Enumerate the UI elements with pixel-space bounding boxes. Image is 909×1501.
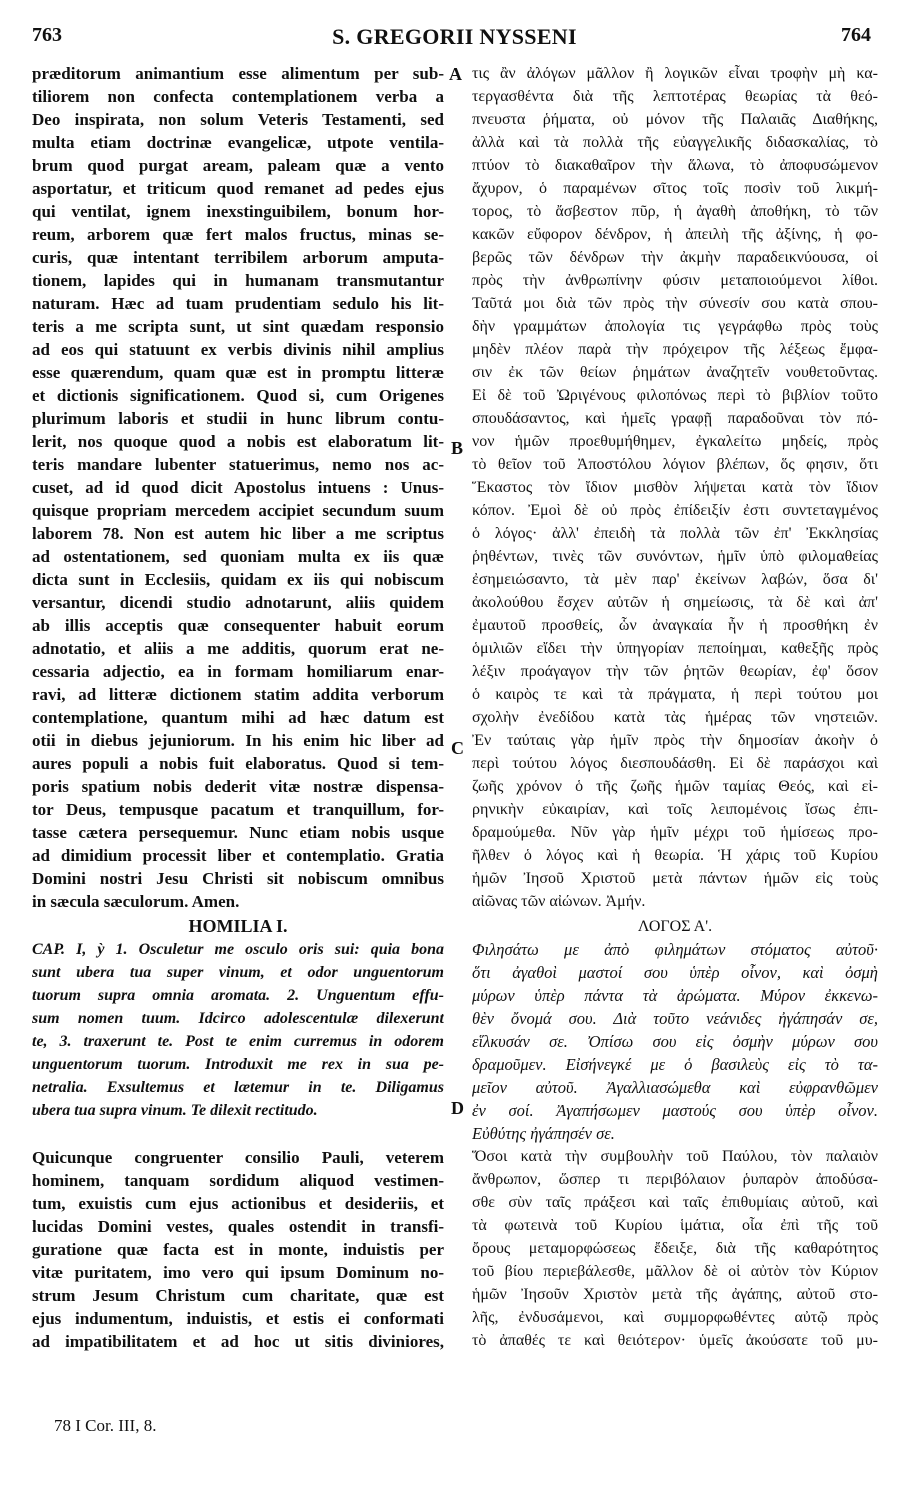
greek-text-line: ἄνθρωπον, ὥσπερ τι περιβόλαιον ῥυπαρὸν ἀποδύσα- [472, 1171, 878, 1188]
latin-text-line: ad ostentationem, sed quoniam multa ex iis quæ [32, 547, 444, 566]
latin-text-line: Domini nostri Jesu Christi sit nobiscum omnibus [32, 869, 444, 888]
running-title: S. GREGORII NYSSENI [332, 24, 577, 49]
page-number-left: 763 [32, 24, 62, 46]
greek-text-line: πρὸς τὴν ἀνθρωπίνην φύσιν μεταποιούμενοι λίθοι. [472, 272, 878, 289]
latin-text-line: teris mandare lubenter statuerimus, nemo nos ac- [32, 455, 444, 474]
latin-text-line: otii in diebus jejuniorum. In his enim hic liber ad [32, 731, 444, 750]
greek-text-line: ἀλλὰ καὶ τὰ πολλὰ τῆς εὐαγγελικῆς διδασκαλίας, τὸ [472, 134, 878, 151]
latin-text-line: tor Deus, tempusque pacatum et tranquillum, for- [32, 800, 444, 819]
latin-verse-line: netralia. Exsultemus et lætemur in te. Diligamus [32, 1079, 444, 1096]
latin-text-line: Quicunque congruenter consilio Pauli, veterem [32, 1148, 444, 1167]
greek-text-line: ῆλθεν ὁ λόγος καὶ ἡ θεωρία. Ἡ χάρις τοῦ Κυρίου [472, 847, 878, 864]
latin-text-line: hominem, tanquam sordidum aliquod vestimen- [32, 1171, 444, 1190]
latin-text-line: lerit, nos quoque quod a nobis est elaboratum lit- [32, 432, 444, 451]
greek-text-line: αἰῶνας τῶν αἰώνων. Ἀμήν. [472, 893, 646, 910]
greek-text-line: τοῦ βίου περιεβάλεσθε, μᾶλλον δὲ οἱ αὐτὸν τὸν Κύριον [472, 1263, 878, 1280]
latin-text-line: ravi, ad litteræ dictionem statim addita verborum [32, 685, 444, 704]
greek-verse-line: ὅτι ἀγαθοὶ μαστοί σου ὑπὲρ οἶνον, καὶ ὀσμὴ [472, 963, 878, 982]
latin-text-line: ad impatibilitatem et ad hoc ut sitis diviniores, [32, 1332, 444, 1351]
greek-text-line: κόπον. Ἐμοὶ δὲ οὐ πρὸς ἐπίδειξίν ἐστι συντεταγμένος [472, 502, 878, 519]
latin-text-line: tiliorem non confecta contemplationem verba a [32, 87, 444, 106]
latin-homily-title: HOMILIA I. [188, 916, 288, 936]
greek-text-line: μηδὲν πλέον παρὰ τὴν πρόχειρον τῆς λέξεως ἔμφα- [472, 341, 878, 358]
margin-letter-a: A [449, 64, 462, 84]
greek-text-line: βερῶς τῶν δένδρων τὴν ἀκμὴν παραδεικνύουσα, οἱ [472, 249, 878, 266]
latin-intro [32, 62, 444, 913]
greek-text-line: ὁ λόγος· ἀλλ' ἐπειδὴ τὰ πολλὰ τῶν ἐπ' Ἐκκλησίας [472, 525, 878, 542]
greek-text-line: σχολὴν ἐνεδίδου κατὰ τὰς ἡμέρας τῶν νηστειῶν. [472, 709, 878, 726]
greek-text-line: ἐμαυτοῦ προσθείς, ὧν ἀναγκαία ἦν ἡ προσθήκη ἐν [472, 617, 878, 634]
latin-verse-block [32, 938, 444, 1122]
latin-text-line: Deo inspirata, non solum Veteris Testamenti, sed [32, 110, 444, 129]
greek-text-line: τεργασθέντα διὰ τῆς λεπτοτέρας θεωρίας τὰ θεό- [472, 88, 878, 105]
footnote: 78 I Cor. III, 8. [54, 1416, 157, 1435]
greek-body [472, 1145, 878, 1352]
greek-text-line: ὄρους μεταμορφώσεως ἔδειξε, διὰ τῆς καθαρότητος [472, 1240, 878, 1257]
latin-text-line: lucidas Domini vestes, quales ostendit in transfi- [32, 1217, 444, 1236]
greek-text-line: πνευστα ῥήματα, οὐ μόνον τῆς Παλαιᾶς Διαθήκης, [472, 111, 878, 128]
latin-text-line: brum quod purgat aream, paleam quæ a vento [32, 156, 444, 175]
greek-text-line: ὁμιλιῶν εἴδει τὴν ὑπηγορίαν πεποίημαι, καθεξῆς πρὸς [472, 640, 878, 657]
latin-verse-line: CAP. I, ỳ 1. Osculetur me osculo oris sui: quia bona [32, 941, 444, 958]
greek-verse-line: δραμοῦμεν. Εἰσήνεγκέ με ὁ βασιλεὺς εἰς τὸ τα- [472, 1055, 878, 1074]
latin-body [32, 1146, 444, 1353]
latin-verse-line: sum nomen tuum. Idcirco adolescentulæ dilexerunt [32, 1010, 444, 1027]
latin-text-line: ad dimidium processit liber et contemplatio. Gratia [32, 846, 444, 865]
greek-text-line: Εἰ δὲ τοῦ Ὠριγένους φιλοπόνως περὶ τὸ βιβλίον τοῦτο [472, 387, 878, 404]
latin-text-line: ejus indumentum, induistis, et estis ei conformati [32, 1309, 444, 1328]
greek-verse-line: Φιλησάτω με ἀπὸ φιλημάτων στόματος αὐτοῦ· [472, 940, 878, 959]
greek-text-line: σθε σὺν ταῖς πράξεσι καὶ ταῖς ἐπιθυμίαις αὐτοῦ, καὶ [472, 1194, 878, 1211]
greek-text-line: Ὅσοι κατὰ τὴν συμβουλὴν τοῦ Παύλου, τὸν παλαιὸν [472, 1148, 878, 1165]
greek-text-line: δὴν γραμμάτων ἀπολογία τις γεγράφθω πρὸς τοὺς [472, 318, 878, 335]
greek-text-line: δραμούμεθα. Νῦν γὰρ ἡμῖν μέχρι τοῦ ἡμίσεως προ- [472, 824, 878, 841]
latin-text-line: guratione quæ facta est in monte, induistis per [32, 1240, 444, 1259]
greek-text-line: ἡμῶν Ἰησοῦ Χριστοῦ μετὰ πάντων ἡμῶν εἰς τοὺς [472, 870, 878, 887]
latin-text-line: multa etiam doctrinæ evangelicæ, utpote ventila- [32, 133, 444, 152]
latin-column [32, 62, 444, 1353]
latin-text-line: reum, arborem quæ fert malos fructus, minas se- [32, 225, 444, 244]
latin-text-line: quisque propriam mercedem accipiet secundum suum [32, 501, 444, 520]
greek-verse-line: ἐν σοί. Ἀγαπήσωμεν μαστούς σου ὑπὲρ οἶνον. [472, 1101, 878, 1120]
latin-verse-line: sunt ubera tua super vinum, et odor unguentorum [32, 964, 444, 981]
greek-text-line: τορος, τὸ ἄσβεστον πῦρ, ἡ ἀγαθὴ ἀποθήκη, τὸ τῶν [472, 203, 878, 220]
greek-text-line: νον ἡμῶν προεθυμήθημεν, ἐγκαλείτω μηδείς, πρὸς [472, 433, 878, 450]
greek-verse-line: μεῖον αὐτοῦ. Ἀγαλλιασώμεθα καὶ εὐφρανθῶμεν [472, 1078, 878, 1097]
latin-text-line: tum, exuistis cum ejus actionibus et desideriis, et [32, 1194, 444, 1213]
greek-text-line: σιν ἐκ τῶν θείων ῥημάτων ἀναζητεῖν νουθετοῦντας. [472, 364, 878, 381]
greek-text-line: ἡμῶν Ἰησοῦν Χριστὸν μετὰ τῆς ἀγάπης, αὐτοῦ στο- [472, 1286, 878, 1303]
greek-verse-line: μύρων ὑπὲρ πάντα τὰ ἀρώματα. Μύρον ἐκκενω- [472, 986, 878, 1005]
greek-text-line: ἄχυρον, ὁ παραμένων σῖτος τοῖς ποσὶν τοῦ λικμή- [472, 180, 878, 197]
latin-text-line: versantur, dicendi studio adnotarunt, aliis quidem [32, 593, 444, 612]
margin-letter-d: D [451, 1098, 464, 1118]
latin-text-line: naturam. Hæc ad tuam prudentiam sedulo his lit- [32, 294, 444, 313]
latin-text-line: teris a me scripta sunt, ut sint quædam responsio [32, 317, 444, 336]
latin-text-line: adnotatio, et aliis a me additis, quorum erat ne- [32, 639, 444, 658]
latin-text-line: contemplatione, quantum mihi ad hæc datum est [32, 708, 444, 727]
latin-text-line: cuset, ad id quod dicit Apostolus intuens : Unus- [32, 478, 444, 497]
greek-homily-title: ΛΟΓΟΣ Α'. [637, 918, 713, 935]
latin-text-line: asportatur, et triticum quod remanet ad pedes ejus [32, 179, 444, 198]
latin-text-line: poris spatium nobis dederit vitæ nostræ dispensa- [32, 777, 444, 796]
page-number-right: 764 [841, 24, 871, 46]
greek-text-line: λέξιν προάγαγον τὴν τῶν ῥητῶν θεωρίαν, ἐφ' ὅσον [472, 663, 878, 680]
greek-text-line: σπουδάσαντος, καὶ ἡμεῖς γραφῇ παραδοῦναι τὸν πό- [472, 410, 878, 427]
greek-verse-line: Εὐθύτης ἠγάπησέν σε. [472, 1124, 615, 1143]
greek-text-line: κακῶν εὔφορον δένδρον, ἡ ἀπειλὴ τῆς ἀξίνης, ἡ φο- [472, 226, 878, 243]
greek-text-line: περὶ τούτου λόγος διεσπουδάσθη. Εἰ δὲ παράσχοι καὶ [472, 755, 878, 772]
greek-text-line: τὰ φωτεινὰ τοῦ Κυρίου ἱμάτια, οἷα ἐπὶ τῆς τοῦ [472, 1217, 878, 1234]
greek-verse-block [472, 938, 878, 1145]
greek-column [472, 62, 878, 1352]
greek-text-line: Ἐν ταύταις γὰρ ἡμῖν πρὸς τὴν δημοσίαν ἀκοὴν ὁ [472, 732, 878, 749]
greek-text-line: Ταῦτά μοι διὰ τῶν πρὸς τὴν σύνεσίν σου κατὰ σπου- [472, 295, 878, 312]
latin-text-line: curis, quæ intentant terribilem arborum amputa- [32, 248, 444, 267]
latin-text-line: plurimum laboris et studii in hunc librum contu- [32, 409, 444, 428]
latin-text-line: in sæcula sæculorum. Amen. [32, 892, 240, 911]
greek-text-line: ἐσημειώσαντο, τὰ μὲν παρ' ἐκείνων λαβών, ὅσα δι' [472, 571, 878, 588]
latin-text-line: laborem 78. Non est autem hic liber a me scriptus [32, 524, 444, 543]
latin-text-line: cessaria adjectio, ea in formam homiliarum enar- [32, 662, 444, 681]
greek-verse-line: εἵλκυσάν σε. Ὀπίσω σου εἰς ὀσμὴν μύρων σου [472, 1032, 878, 1051]
greek-text-line: λῆς, ἐνδυσάμενοι, καὶ συμμορφωθέντες αὐτῷ πρὸς [472, 1309, 878, 1326]
latin-text-line: strum Jesum Christum cum charitate, quæ est [32, 1286, 444, 1305]
greek-verse-line: θὲν ὄνομά σου. Διὰ τοῦτο νεάνιδες ἠγάπησάν σε, [472, 1009, 878, 1028]
latin-text-line: ab illis acceptis quæ consequenter habuit eorum [32, 616, 444, 635]
greek-intro [472, 62, 878, 913]
latin-verse-line: ubera tua supra vinum. Te dilexit rectitudo. [32, 1102, 318, 1119]
greek-text-line: τὸ θεῖον τοῦ Ἀποστόλου λόγιον βλέπων, ὅς φησιν, ὅτι [472, 456, 878, 473]
greek-text-line: τις ἂν ἀλόγων μᾶλλον ἢ λογικῶν εἶναι τροφὴν μὴ κα- [472, 65, 878, 82]
greek-text-line: ἀκολούθου ἔσχεν αὐτῶν ἡ σημείωσις, τὰ δὲ καὶ ἀπ' [472, 594, 878, 611]
latin-text-line: tionem, lapides qui in humanam transmutantur [32, 271, 444, 290]
greek-text-line: Ἕκαστος τὸν ἴδιον μισθὸν λήψεται κατὰ τὸν ἴδιον [472, 479, 878, 496]
greek-text-line: ὁ καιρὸς τε καὶ τὰ πράγματα, ἡ περὶ τούτου μοι [472, 686, 878, 703]
latin-text-line: et dictionis significationem. Quod si, cum Origenes [32, 386, 444, 405]
latin-text-line: qui ventilat, ignem inexstinguibilem, bonum hor- [32, 202, 444, 221]
latin-text-line: dicta sunt in Ecclesiis, quidam ex iis qui nobiscum [32, 570, 444, 589]
margin-letter-c: C [451, 738, 464, 758]
latin-text-line: esse quærendum, quam quæ est in promptu litteræ [32, 363, 444, 382]
page-header [0, 24, 909, 54]
greek-text-line: πτύον τὸ διακαθαῖρον τὴν ἅλωνα, τὸ ἀποφυσώμενον [472, 157, 878, 174]
latin-verse-line: unguentorum tuorum. Introduxit me rex in sua pe- [32, 1056, 444, 1073]
greek-text-line: ῥηθέντων, τινὲς τῶν συνόντων, ἡμῖν ὑπὸ φιλομαθείας [472, 548, 878, 565]
greek-text-line: τὸ ἀπαθές τε καὶ θειότερον· ὑμεῖς ἀκούσατε τοῦ μυ- [472, 1332, 878, 1349]
greek-text-line: ρηνικὴν εὐκαιρίαν, καὶ τοῖς λειπομένοις ἴσως ἐπι- [472, 801, 878, 818]
latin-text-line: præditorum animantium esse alimentum per sub- [32, 64, 444, 83]
latin-text-line: ad eos qui statuunt ex verbis divinis nihil amplius [32, 340, 444, 359]
latin-text-line: vitæ puritatem, imo vero qui ipsum Dominum no- [32, 1263, 444, 1282]
greek-text-line: ζωῆς χρόνον ὁ τῆς ζωῆς ἡμῶν ταμίας Θεός, καὶ εἰ- [472, 778, 878, 795]
margin-letter-b: B [451, 438, 464, 458]
latin-text-line: tasse cætera persequemur. Nunc etiam nobis usque [32, 823, 444, 842]
latin-text-line: aures populi a nobis fuit elaboratus. Quod si tem- [32, 754, 444, 773]
latin-verse-line: te, 3. traxerunt te. Post te enim curremus in odorem [32, 1033, 444, 1050]
latin-verse-line: tuorum supra omnia aromata. 2. Unguentum effu- [32, 987, 444, 1004]
